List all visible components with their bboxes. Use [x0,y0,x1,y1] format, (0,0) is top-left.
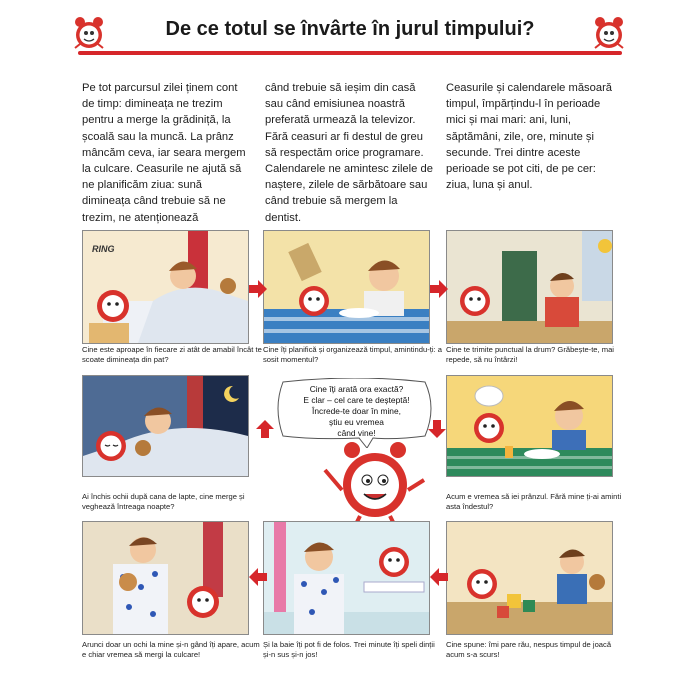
arrow-right-icon [430,280,448,298]
caption-lunch: Acum e vremea să iei prânzul. Fără mine ți-ai aminti asta îndestul? [446,492,622,511]
bubble-line-3: Încrede-te doar în mine, [312,406,401,416]
intro-column-3: Ceasurile și calendarele măsoară timpul, împărțindu-l în perioade mici și mai mari: ani, luni, săptămâni, zile, ore, minute și secunde. Trei dintre aceste perioade se pot citi, de pe cer: ziua, luna și anul. [446,82,613,192]
header-clock-icon-right [590,14,628,52]
panel-night [82,375,249,477]
caption-bathroom: Și la baie îți pot fi de folos. Trei minute îți speli dinții și-n sus și-n jos! [263,640,435,659]
title-underline [78,51,622,55]
arrow-down-icon [428,420,446,438]
arrow-right-icon [249,280,267,298]
bubble-line-4: știu eu vremea [329,417,384,427]
panel-lunch [446,375,613,477]
panel-bathroom [263,521,430,635]
speech-bubble [275,378,440,438]
panel-bedtime [82,521,249,635]
bubble-line-2: E clar – cel care te deșteptă! [303,395,410,405]
arrow-left-icon [249,568,267,586]
panel-breakfast [263,230,430,344]
header-clock-icon-left [70,14,108,52]
panel-departure [446,230,613,344]
caption-night: Ai închis ochii după cana de lapte, cine merge și veghează întreaga noapte? [82,492,245,511]
arrow-up-icon [256,420,274,438]
caption-playtime: Cine spune: îmi pare rău, nespus timpul de joacă acum s-a scurs! [446,640,612,659]
bubble-line-1: Cine îți arată ora exactă? [309,384,404,394]
intro-column-2: când trebuie să ieșim din casă sau când emisiunea noastră preferată urmează la televizor. Fără ceasuri ar fi destul de greu să respectăm orice programare. Calendarele ne amintesc zilele de naștere, zilele de sărbătoare sau când trebuie să mergem la dentist. [265,82,433,224]
caption-breakfast: Cine îți planifică și organizează timpul, amintindu-ți: a sosit momentul? [263,345,442,364]
bubble-line-5: când vine! [337,428,376,438]
page-title: De ce totul se învârte în jurul timpului? [165,18,535,40]
intro-column-1: Pe tot parcursul zilei ținem cont de timp: dimineața ne trezim pentru a merge la grădiniță, la școală sau la muncă. La prânz mâncăm ceva, iar seara mergem la culcare. Ceasurile ne ajută să ne planificăm ziua: sună dimineața când trebuie să ne trezim, ne atenționează [82,82,246,224]
caption-wakeup: Cine este aproape în fiecare zi atât de amabil încât te scoate dimineața din pat? [82,345,262,364]
ring-sound-label: RING [92,244,115,254]
arrow-left-icon [430,568,448,586]
caption-bedtime: Arunci doar un ochi la mine și-n gând îți apare, acum e chiar vremea să mergi la culcare! [82,640,260,659]
caption-departure: Cine te trimite punctual la drum? Grăbește-te, mai repede, să nu întârzi! [446,345,614,364]
panel-playtime [446,521,613,635]
